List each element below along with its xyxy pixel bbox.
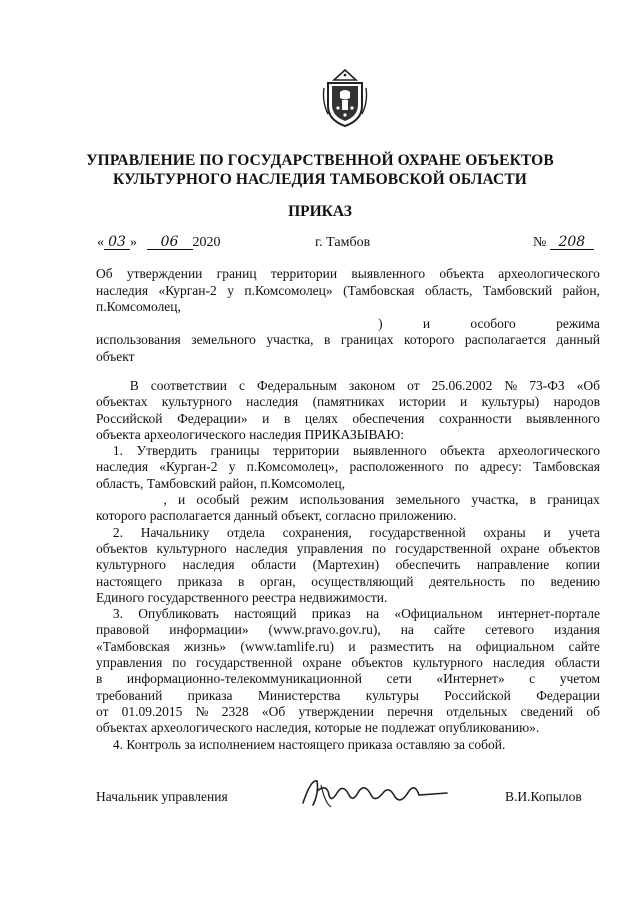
text-word: Опубликовать bbox=[138, 606, 219, 622]
text-word: Начальнику bbox=[140, 524, 210, 540]
text-word: 4. Контроль за исполнением настоящего приказа оставляю за собой. bbox=[96, 736, 506, 752]
text-word: информации» bbox=[169, 622, 249, 638]
text-word: располагается bbox=[464, 332, 546, 347]
text-word: сайте bbox=[433, 622, 466, 638]
text-word: обеспечения bbox=[352, 410, 425, 426]
text-word: область, Тамбовский район, п.Комсомолец, bbox=[96, 475, 346, 491]
body-line bbox=[96, 378, 600, 394]
text-word: объектах археологического наследия, которые не подлежат опубликованию». bbox=[96, 720, 540, 736]
text-word: наследия bbox=[182, 557, 235, 573]
text-word: официальном bbox=[475, 638, 555, 654]
signatory-name: В.И.Копылов bbox=[505, 789, 582, 804]
city: г. Тамбов bbox=[315, 235, 371, 250]
text-word: отдельных bbox=[446, 703, 508, 719]
text-word: (www.tamlife.ru) bbox=[240, 638, 335, 654]
subject-line bbox=[96, 349, 600, 366]
text-word: Федеральным bbox=[257, 378, 337, 393]
order-number bbox=[533, 235, 594, 251]
subject-line bbox=[96, 283, 600, 300]
text-word: объектах bbox=[96, 394, 148, 410]
text-word: «Интернет» bbox=[436, 671, 505, 687]
text-word: 2. bbox=[96, 524, 123, 540]
text-word: сохранения, bbox=[282, 524, 352, 540]
text-word: об bbox=[586, 703, 600, 719]
text-word: сети bbox=[386, 671, 412, 687]
text-word: наследия bbox=[96, 282, 149, 298]
text-word: Единого государственного реестра недвижимости. bbox=[96, 589, 388, 605]
text-word: 73-ФЗ bbox=[529, 378, 565, 393]
text-word: ) bbox=[378, 315, 383, 331]
body-line bbox=[96, 492, 600, 508]
text-word: в bbox=[238, 573, 245, 589]
text-word: земельного bbox=[395, 492, 461, 508]
order-number-value: 208 bbox=[550, 235, 594, 250]
text-word: участка, bbox=[471, 492, 519, 508]
text-word: орган, bbox=[259, 573, 296, 589]
text-word: культурного bbox=[161, 394, 232, 410]
text-word: государственной bbox=[395, 540, 492, 556]
text-word: № bbox=[504, 378, 518, 393]
text-word: использования bbox=[299, 492, 385, 508]
text-word: выявленного bbox=[351, 266, 426, 281]
body-line bbox=[96, 394, 600, 410]
text-word: сетевого bbox=[485, 622, 535, 638]
text-word: разместить bbox=[369, 638, 434, 654]
text-word: утверждении bbox=[298, 703, 374, 719]
body-line bbox=[96, 622, 600, 638]
body-line bbox=[96, 737, 600, 753]
text-word: (Тамбовская bbox=[343, 282, 415, 298]
text-word: охране bbox=[500, 540, 540, 556]
body-line bbox=[96, 639, 600, 655]
order-body bbox=[96, 378, 600, 753]
body-line bbox=[96, 443, 600, 459]
text-word: и bbox=[460, 394, 468, 410]
text-word: целях bbox=[304, 410, 338, 426]
text-word: границ bbox=[216, 266, 257, 281]
text-word: охране bbox=[302, 655, 342, 671]
text-word: и bbox=[348, 638, 356, 654]
text-word: территории bbox=[270, 266, 338, 281]
body-line bbox=[96, 606, 600, 622]
text-word: от bbox=[96, 703, 109, 719]
body-line bbox=[96, 508, 600, 524]
text-word: на bbox=[400, 622, 414, 638]
text-word: области bbox=[251, 557, 297, 573]
text-word: (www.pravo.gov.ru), bbox=[268, 622, 381, 638]
text-word: наследия bbox=[246, 394, 299, 410]
text-word: законом bbox=[348, 378, 396, 393]
text-word: соответствии bbox=[150, 378, 228, 393]
text-word: область, bbox=[424, 282, 473, 298]
text-word: перечня bbox=[387, 703, 434, 719]
date-day: 03 bbox=[104, 235, 130, 250]
text-word: культуры) bbox=[481, 394, 540, 410]
body-line bbox=[96, 541, 600, 557]
text-word: границах bbox=[340, 332, 394, 347]
text-word: требований bbox=[96, 687, 163, 703]
text-word: управления bbox=[296, 540, 364, 556]
text-word: по bbox=[172, 655, 187, 671]
text-word: которого располагается данный объект, согласно приложению. bbox=[96, 508, 457, 524]
date-field bbox=[97, 235, 221, 251]
text-word: особый bbox=[196, 492, 240, 508]
date-open-quote: « bbox=[97, 235, 104, 250]
text-word: культурного bbox=[96, 557, 167, 573]
signatory-position: Начальник управления bbox=[96, 789, 228, 804]
text-word: участка, bbox=[266, 332, 314, 347]
text-word: в bbox=[529, 492, 537, 508]
text-word: обеспечить bbox=[395, 557, 461, 573]
text-word: настоящий bbox=[234, 606, 297, 622]
text-word: , bbox=[96, 492, 167, 508]
text-word: направление bbox=[476, 557, 550, 573]
text-word: «Об bbox=[261, 703, 286, 719]
subject-line bbox=[96, 316, 600, 333]
text-word: интернет-портале bbox=[497, 606, 600, 622]
text-word: 3. bbox=[96, 606, 123, 622]
text-word: приказа bbox=[187, 687, 233, 703]
text-word: использования bbox=[96, 332, 181, 347]
body-line bbox=[96, 655, 600, 671]
text-word: жизнь» bbox=[184, 638, 227, 654]
text-word: учетом bbox=[559, 671, 600, 687]
body-line bbox=[96, 427, 600, 443]
text-word: у bbox=[228, 459, 236, 475]
text-word: адресу: bbox=[479, 459, 522, 475]
document-type-title: ПРИКАЗ bbox=[288, 203, 352, 220]
text-word: режима bbox=[556, 315, 600, 331]
text-word: с bbox=[239, 378, 246, 393]
body-line bbox=[96, 525, 600, 541]
text-word: объекта bbox=[439, 266, 485, 281]
text-word: ведению bbox=[550, 573, 600, 589]
text-word: объект bbox=[96, 348, 135, 364]
date-close-quote: » bbox=[130, 235, 137, 250]
text-word: в bbox=[324, 332, 331, 347]
agency-name bbox=[70, 151, 570, 189]
body-line bbox=[96, 574, 600, 590]
text-word: объекта bbox=[440, 443, 485, 459]
text-word: объектов bbox=[351, 655, 403, 671]
text-word: объектов bbox=[548, 540, 600, 556]
text-word: области bbox=[554, 655, 600, 671]
subject-line bbox=[96, 266, 600, 283]
text-word: сведений bbox=[520, 703, 574, 719]
text-word: № bbox=[195, 703, 209, 719]
text-word: Российской bbox=[96, 410, 163, 426]
text-word: которого bbox=[404, 332, 455, 347]
text-word: Утвердить bbox=[136, 443, 197, 459]
text-word: границах bbox=[547, 492, 600, 508]
subject-line bbox=[96, 299, 600, 316]
text-word: по bbox=[372, 540, 387, 556]
text-word: приказа bbox=[177, 573, 223, 589]
text-word: государственной bbox=[196, 655, 293, 671]
text-word: народов bbox=[553, 394, 600, 410]
text-word: на bbox=[365, 606, 380, 622]
text-word: Российской bbox=[444, 687, 511, 703]
text-word: режим bbox=[250, 492, 289, 508]
body-line bbox=[96, 671, 600, 687]
text-word: издания bbox=[554, 622, 600, 638]
text-word: наследия bbox=[235, 540, 288, 556]
text-word: Министерства bbox=[257, 687, 341, 703]
text-word: отдела bbox=[227, 524, 265, 540]
text-word: истории bbox=[398, 394, 446, 410]
text-word: 2328 bbox=[221, 703, 249, 719]
text-word: «Курган-2 bbox=[159, 459, 218, 475]
text-word: в bbox=[96, 671, 103, 687]
text-word: государственной bbox=[369, 524, 466, 540]
text-word: культурного bbox=[412, 655, 483, 671]
text-word: информационно-телекоммуникационной bbox=[126, 671, 362, 687]
text-word: на bbox=[448, 638, 462, 654]
text-word: и bbox=[262, 410, 270, 426]
body-line bbox=[96, 704, 600, 720]
text-word: копии bbox=[565, 557, 600, 573]
text-word: учета bbox=[568, 524, 600, 540]
text-word: район, bbox=[562, 282, 600, 298]
text-word: по bbox=[454, 459, 469, 475]
agency-name-line-1: УПРАВЛЕНИЕ ПО ГОСУДАРСТВЕННОЙ ОХРАНЕ ОБЪЕКТОВ bbox=[86, 152, 554, 169]
text-word: наследия bbox=[96, 459, 149, 475]
text-word: границы bbox=[210, 443, 260, 459]
text-word: осуществляющий bbox=[311, 573, 414, 589]
text-word: 25.06.2002 bbox=[431, 378, 493, 393]
agency-name-line-2: КУЛЬТУРНОГО НАСЛЕДИЯ ТАМБОВСКОЙ ОБЛАСТИ bbox=[113, 171, 527, 188]
body-line bbox=[96, 459, 600, 475]
text-word: «Тамбовская bbox=[96, 638, 170, 654]
order-number-label: № bbox=[533, 235, 547, 250]
text-word: «Официальном bbox=[394, 606, 483, 622]
text-word: археологического bbox=[498, 266, 600, 281]
coat-of-arms-emblem bbox=[320, 68, 370, 128]
text-word: наследия bbox=[492, 655, 545, 671]
text-word: выявленного bbox=[352, 443, 427, 459]
text-word: утверждении bbox=[126, 266, 203, 281]
text-word: «Об bbox=[576, 378, 600, 393]
text-word: расположенного bbox=[349, 459, 444, 475]
text-word: в bbox=[283, 410, 291, 426]
text-word: 1. bbox=[96, 443, 123, 459]
text-word: сайте bbox=[568, 638, 600, 654]
text-word: Федерации bbox=[536, 687, 600, 703]
text-word: и bbox=[543, 524, 551, 540]
body-line bbox=[96, 720, 600, 736]
text-word: объектов bbox=[96, 540, 148, 556]
text-word: территории bbox=[273, 443, 340, 459]
text-word: управления bbox=[96, 655, 163, 671]
body-line bbox=[96, 590, 600, 606]
date-year: 2020 bbox=[192, 235, 221, 250]
text-word: и bbox=[178, 492, 186, 508]
text-word: от bbox=[407, 378, 420, 393]
text-word: приказ bbox=[311, 606, 351, 622]
body-line bbox=[96, 411, 600, 427]
order-subject bbox=[96, 266, 600, 365]
text-word: «Курган-2 bbox=[158, 282, 217, 298]
text-word: Тамбовская bbox=[533, 459, 600, 475]
body-line bbox=[96, 476, 600, 492]
subject-line bbox=[96, 332, 600, 349]
text-word: данный bbox=[556, 332, 600, 347]
text-word: культурного bbox=[156, 540, 227, 556]
body-line bbox=[96, 557, 600, 573]
text-word: (памятниках bbox=[312, 394, 385, 410]
text-word: деятельность bbox=[429, 573, 506, 589]
text-word: у bbox=[227, 282, 234, 298]
text-word: 01.09.2015 bbox=[121, 703, 183, 719]
text-word: и bbox=[422, 315, 431, 331]
text-word: п.Комсомолец, bbox=[96, 299, 181, 314]
text-word: настоящего bbox=[96, 573, 162, 589]
handwritten-signature bbox=[297, 773, 457, 813]
text-word: сохранности bbox=[439, 410, 512, 426]
text-word: Об bbox=[96, 266, 113, 281]
text-word: п.Комсомолец», bbox=[246, 459, 339, 475]
text-word: культуры bbox=[365, 687, 419, 703]
text-word: Тамбовский bbox=[482, 282, 553, 298]
text-word: по bbox=[520, 573, 535, 589]
text-word: п.Комсомолец» bbox=[244, 282, 333, 298]
text-word: правовой bbox=[96, 622, 150, 638]
text-word: особого bbox=[470, 315, 516, 331]
text-word: В bbox=[96, 378, 139, 393]
text-word: земельного bbox=[191, 332, 256, 347]
text-word: выявленного bbox=[526, 410, 600, 426]
text-word: охраны bbox=[483, 524, 526, 540]
text-word: Федерации» bbox=[177, 410, 248, 426]
date-month: 06 bbox=[147, 235, 193, 250]
text-word: с bbox=[529, 671, 536, 687]
text-word: объекта археологического наследия ПРИКАЗЫВАЮ: bbox=[96, 426, 405, 442]
body-line bbox=[96, 688, 600, 704]
text-word: археологического bbox=[498, 443, 600, 459]
text-word: (Мартехин) bbox=[312, 557, 380, 573]
